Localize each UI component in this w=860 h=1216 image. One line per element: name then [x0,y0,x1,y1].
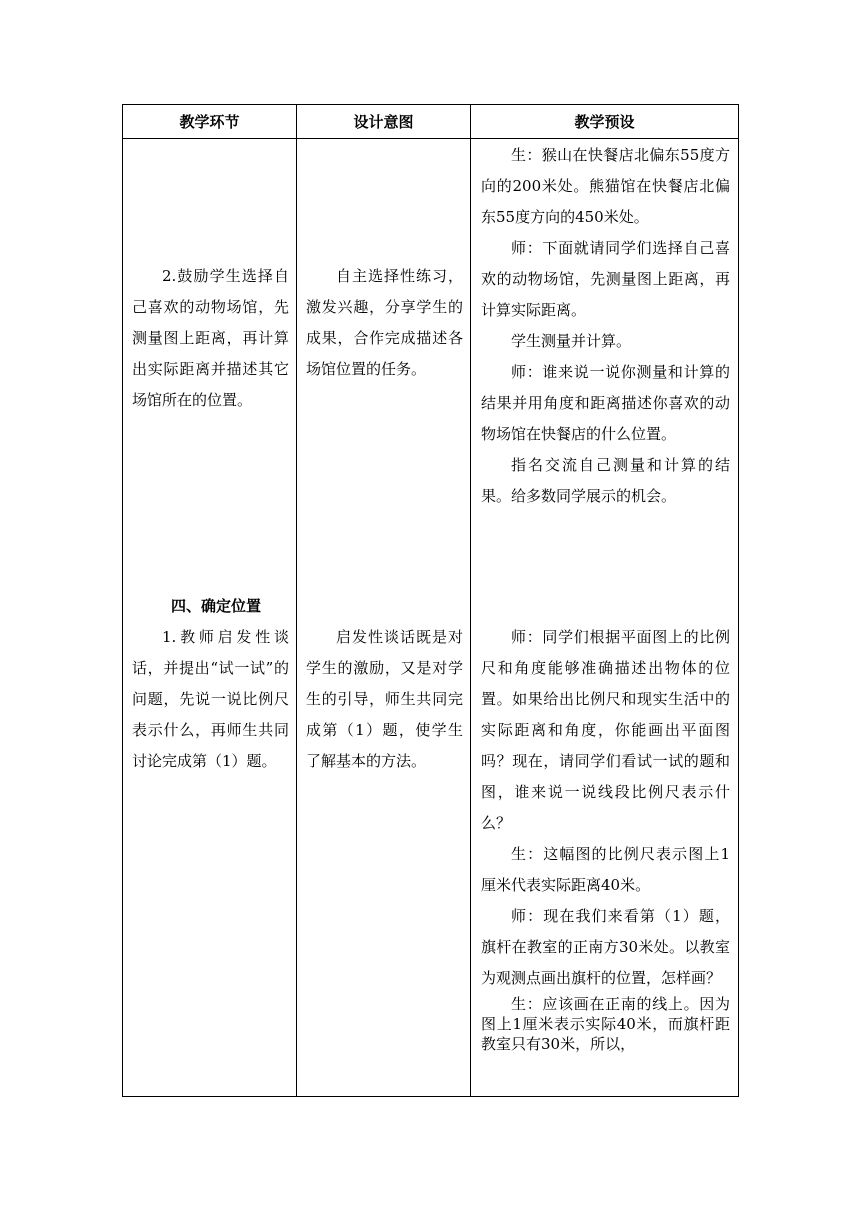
dialog-student-measure: 学生测量并计算。 [511,332,632,350]
dialog-student-3: 生：应该画在正南的线上。因为图上1厘米表示实际40米，而旗杆距教室只有30米，所以， [481,995,730,1053]
dialog-teacher-3: 师：同学们根据平面图上的比例尺和角度能够准确描述出物体的位置。如果给出比例尺和现实生活中的实际距离和角度，你能画出平面图吗？现在，请同学们看试一试的题和图，谁来说一说线段比例尺表示什么？ [481,628,730,832]
header-teaching-stage: 教学环节 [123,105,297,139]
section-title-locate: 四、确定位置 [171,597,262,615]
lesson-plan-table [122,104,739,1097]
header-teaching-plan: 教学预设 [471,105,739,139]
teaching-plan-cell [471,139,739,1097]
dialog-share: 指名交流自己测量和计算的结果。给多数同学展示的机会。 [481,456,730,505]
intent-guidance: 启发性谈话既是对学生的激励，又是对学生的引导，师生共同完成第（1）题，使学生了解基本的方法。 [306,628,463,770]
dialog-student-2: 生：这幅图的比例尺表示图上1厘米代表实际距离40米。 [481,845,730,894]
table-row [123,139,739,1097]
dialog-teacher-1: 师：下面就请同学们选择自己喜欢的动物场馆，先测量图上距离，再计算实际距离。 [481,239,730,319]
stage-item-1: 1.教师启发性谈话，并提出“试一试”的问题，先说一说比例尺表示什么，再师生共同讨论完成第（1）题。 [132,628,289,770]
teaching-stage-cell [123,139,297,1097]
dialog-teacher-2: 师：谁来说一说你测量和计算的结果并用角度和距离描述你喜欢的动物场馆在快餐店的什么位置。 [481,363,730,443]
dialog-teacher-4: 师：现在我们来看第（1）题，旗杆在教室的正南方30米处。以教室为观测点画出旗杆的位置，怎样画？ [481,907,730,987]
header-design-intent: 设计意图 [297,105,471,139]
stage-item-2: 2.鼓励学生选择自己喜欢的动物场馆，先测量图上距离，再计算出实际距离并描述其它场馆所在的位置。 [132,267,289,409]
design-intent-cell [297,139,471,1097]
dialog-student-1: 生：猴山在快餐店北偏东55度方向的200米处。熊猫馆在快餐店北偏东55度方向的450米处。 [481,146,730,226]
table-header-row [123,105,739,139]
intent-practice: 自主选择性练习，激发兴趣，分享学生的成果，合作完成描述各场馆位置的任务。 [306,267,463,378]
